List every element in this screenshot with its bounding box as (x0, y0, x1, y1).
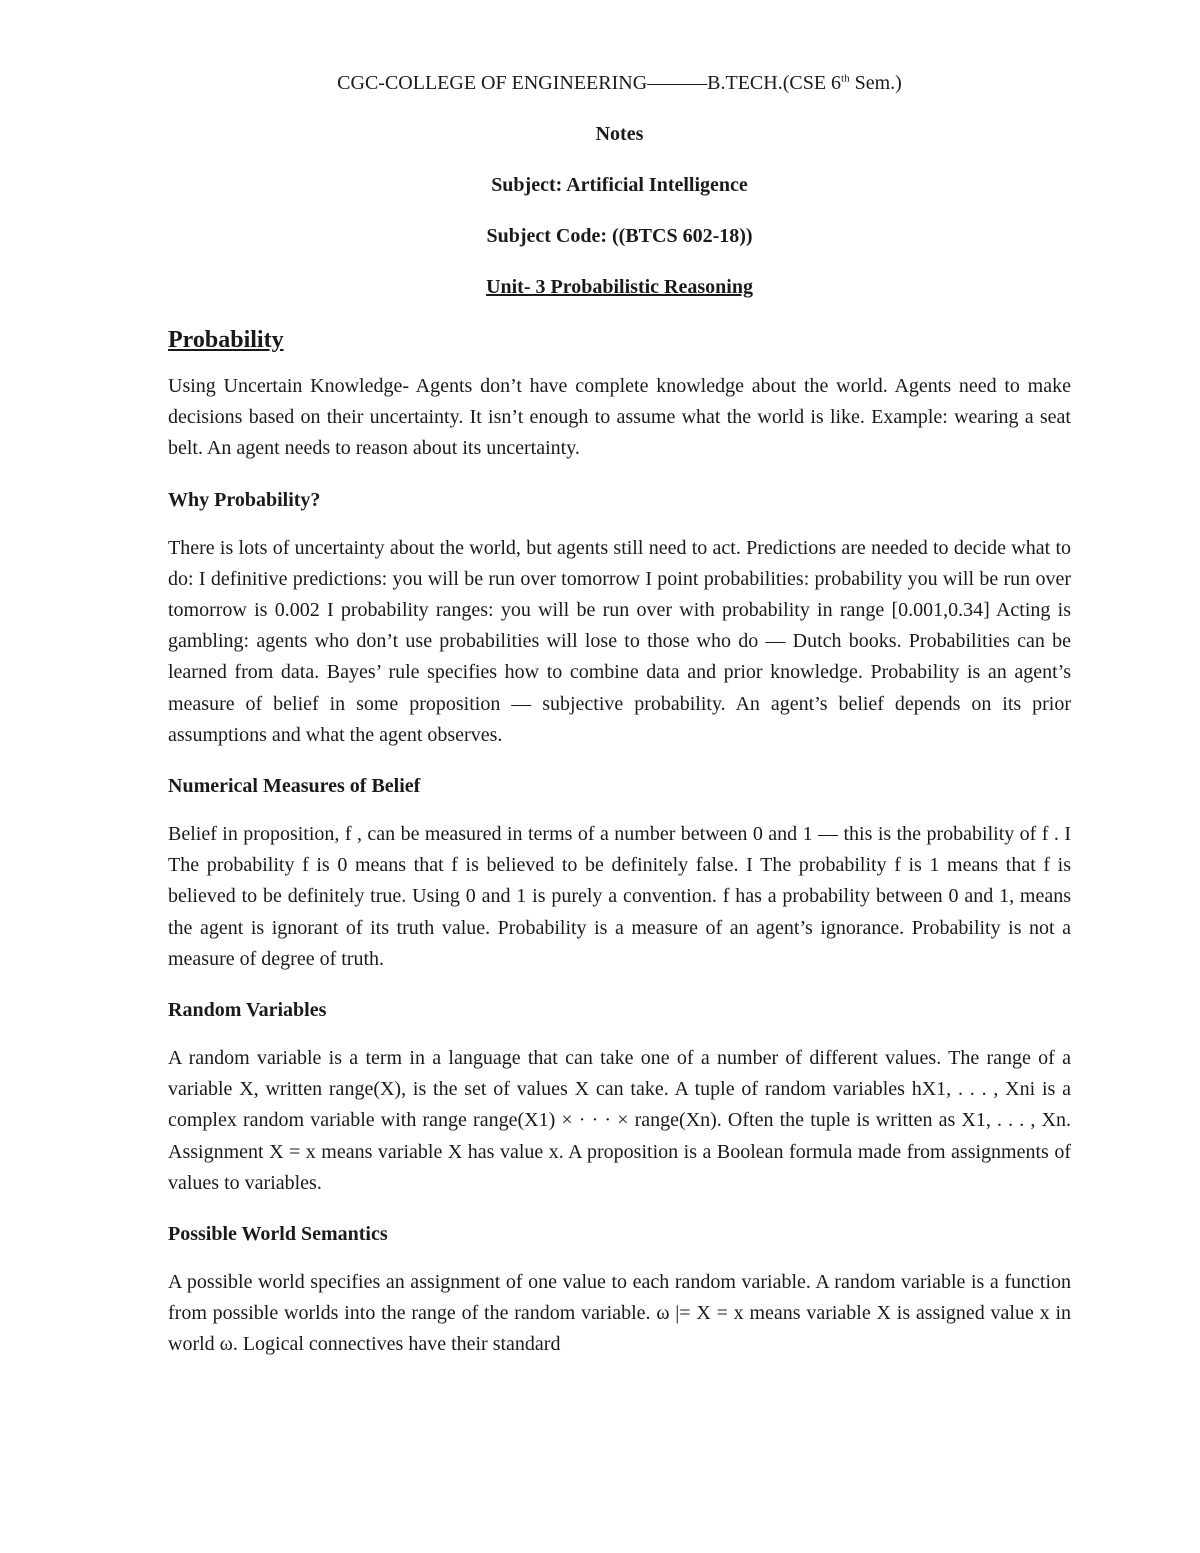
notes-title: Notes (595, 123, 644, 145)
institution-line: CGC-COLLEGE OF ENGINEERING––––––B.TECH.(CSE 6 (337, 72, 842, 94)
section-heading-probability: Probability (168, 327, 284, 353)
institution-tail: Sem.) (849, 72, 902, 94)
semester-superscript: th (841, 72, 850, 85)
section-heading-why-probability: Why Probability? (168, 488, 321, 511)
section-body-why-probability: There is lots of uncertainty about the world, but agents still need to act. Predictions are needed to decide what to do: I definitive predictions: you will be run over tomorrow I point probabilities: probability you will be run over tomorrow is 0.002 I probability ranges: you will be run over with probability in range [0.001,0.34] Acting is gambling: agents who don’t use probabilities will lose to those who do — Dutch books. Probabilities can be learned from data. Bayes’ rule specifies how to combine data and prior knowledge. Probability is an agent’s measure of belief in some proposition — subjective probability. An agent’s belief depends on its prior assumptions and what the agent observes. (168, 536, 1071, 746)
subject-code: Subject Code: ((BTCS 602-18)) (486, 225, 753, 247)
subject-title: Subject: Artificial Intelligence (491, 174, 748, 196)
section-body-numerical-measures: Belief in proposition, f , can be measured in terms of a number between 0 and 1 — this is the probability of f . I The probability f is 0 means that f is believed to be definitely false. I The probability f is 1 means that f is believed to be definitely true. Using 0 and 1 is purely a convention. f has a probability between 0 and 1, means the agent is ignorant of its truth value. Probability is a measure of an agent’s ignorance. Probability is not a measure of degree of truth. (168, 823, 1071, 970)
section-body-random-variables: A random variable is a term in a language that can take one of a number of different values. The range of a variable X, written range(X), is the set of values X can take. A tuple of random variables hX1, . . . , Xni is a complex random variable with range range(X1) × · · · × range(Xn). Often the tuple is written as X1, . . . , Xn. Assignment X = x means variable X has value x. A proposition is a Boolean formula made from assignments of values to variables. (168, 1047, 1071, 1194)
section-heading-numerical-measures: Numerical Measures of Belief (168, 775, 421, 798)
section-heading-random-variables: Random Variables (168, 999, 327, 1022)
section-body-possible-world: A possible world specifies an assignment of one value to each random variable. A random variable is a function from possible worlds into the range of the random variable. ω |= X = x means variable X is assigned value x in world ω. Logical connectives have their standard (168, 1271, 1071, 1356)
section-body-probability: Using Uncertain Knowledge- Agents don’t have complete knowledge about the world. Agents need to make decisions based on their uncertainty. It isn’t enough to assume what the world is like. Example: wearing a seat belt. An agent needs to reason about its uncertainty. (168, 375, 1071, 460)
section-heading-possible-world: Possible World Semantics (168, 1223, 388, 1246)
document-page (168, 68, 1071, 1361)
unit-title: Unit- 3 Probabilistic Reasoning (486, 276, 753, 298)
institution-header (168, 68, 1071, 99)
